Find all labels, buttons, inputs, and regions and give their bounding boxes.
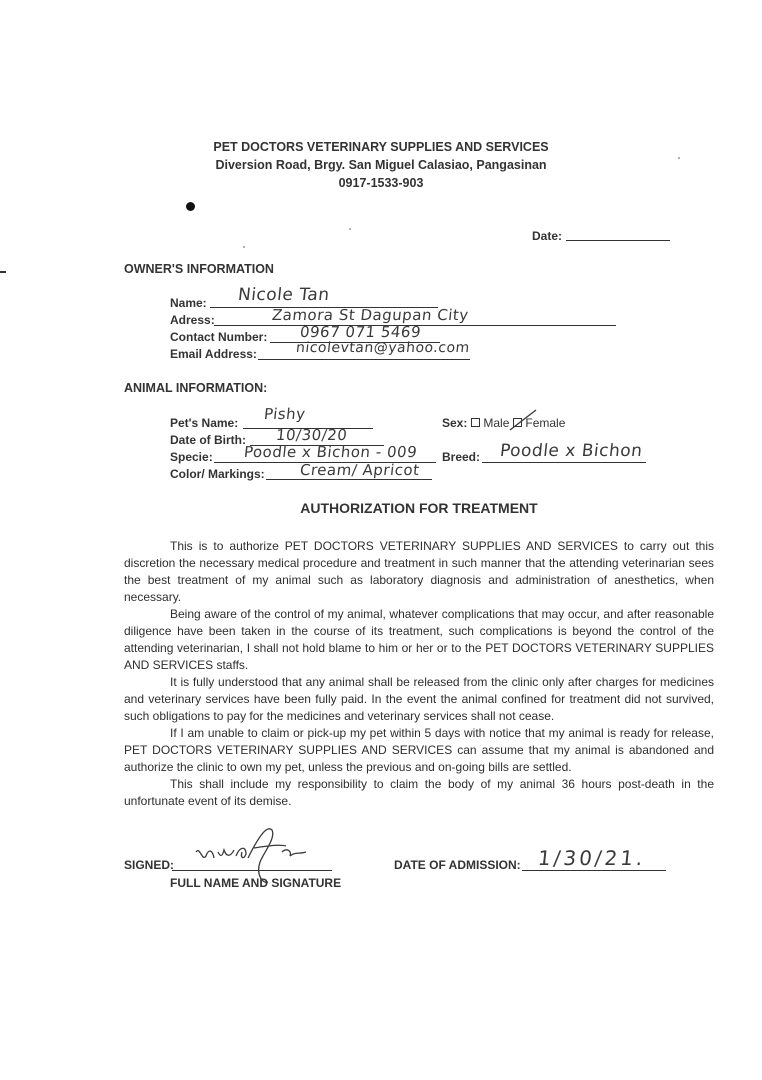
specie-label: Specie: [170, 450, 213, 464]
animal-section-title: ANIMAL INFORMATION: [124, 381, 268, 395]
color-value: Cream/ Apricot [299, 461, 421, 479]
edge-mark [0, 271, 6, 273]
clinic-header [0, 138, 762, 192]
clinic-address: Diversion Road, Brgy. San Miguel Calasiao, Pangasinan [215, 158, 547, 172]
owner-email-label: Email Address: [170, 347, 257, 361]
ink-dot [186, 202, 195, 211]
female-check-mark [508, 408, 538, 434]
male-checkbox[interactable] [471, 418, 480, 427]
authorization-title: AUTHORIZATION FOR TREATMENT [300, 500, 538, 516]
admission-label: DATE OF ADMISSION: [394, 858, 521, 872]
authorization-paragraph: Being aware of the control of my animal, whatever complications that may occur, and after reasonable diligence have been taken in the course of its treatment, such complications is beyond the control of the attending veterinarian, I shall not hold blame to him or her or to the PET DOCTORS VETERINARY SUPPLIES AND SERVICES staffs. [124, 607, 714, 672]
owner-section-title: OWNER'S INFORMATION [124, 262, 274, 276]
authorization-paragraph: This shall include my responsibility to claim the body of my animal 36 hours post-death in the unfortunate event of its demise. [124, 777, 714, 808]
authorization-paragraph: It is fully understood that any animal shall be released from the clinic only after charges for medicines and veterinary services have been fully paid. In the event the animal confined for treatment did not survived, such obligations to pay for the medicines and veterinary services shall not cease. [124, 675, 714, 723]
dob-value: 10/30/20 [275, 426, 349, 444]
date-label: Date: [532, 229, 563, 243]
breed-value: Poodle x Bichon [498, 441, 644, 461]
owner-email-value: nicolevtan@yahoo.com [295, 340, 471, 356]
color-label: Color/ Markings: [170, 467, 265, 481]
date-line[interactable] [566, 240, 670, 241]
signed-label: SIGNED: [124, 858, 175, 872]
handwritten-signature [190, 822, 320, 892]
owner-email-line[interactable] [258, 359, 470, 360]
breed-label: Breed: [442, 450, 481, 464]
dob-label: Date of Birth: [170, 433, 246, 447]
owner-contact-value: 0967 071 5469 [299, 323, 422, 341]
speck [349, 228, 351, 230]
admission-value: 1/30/21. [536, 846, 647, 870]
pet-name-value: Pishy [263, 405, 307, 423]
authorization-paragraph: This is to authorize PET DOCTORS VETERINARY SUPPLIES AND SERVICES to carry out this discretion the necessary medical procedure and treatment in such manner that the attending veterinarian sees the best treatment of my animal such as laboratory diagnosis and administration of anesthetics, when necessary. [124, 539, 714, 604]
owner-contact-label: Contact Number: [170, 330, 268, 344]
pet-name-label: Pet's Name: [170, 416, 239, 430]
clinic-phone: 0917-1533-903 [338, 176, 424, 190]
owner-address-label: Adress: [170, 313, 215, 327]
sex-label: Sex: [442, 416, 468, 430]
breed-line[interactable] [482, 462, 646, 463]
admission-line[interactable] [522, 870, 666, 871]
owner-address-value: Zamora St Dagupan City [271, 306, 470, 324]
authorization-paragraph: If I am unable to claim or pick-up my pet within 5 days with notice that my animal is ready for release, PET DOCTORS VETERINARY SUPPLIES AND SERVICES can assume that my animal is abandoned and authorize the clinic to own my pet, unless the previous and on-going bills are settled. [124, 726, 714, 774]
speck [678, 157, 680, 159]
owner-name-label: Name: [170, 296, 207, 310]
sex-male-label: Male [483, 416, 510, 430]
sex-female-label: Female [525, 416, 566, 430]
specie-value: Poodle x Bichon - 009 [243, 443, 419, 461]
owner-name-value: Nicole Tan [236, 285, 331, 305]
speck [243, 246, 245, 248]
authorization-body [124, 538, 714, 810]
sex-field [442, 416, 565, 430]
signature-caption: FULL NAME AND SIGNATURE [170, 876, 342, 890]
color-line[interactable] [266, 479, 432, 480]
clinic-name: PET DOCTORS VETERINARY SUPPLIES AND SERVICES [213, 140, 549, 154]
